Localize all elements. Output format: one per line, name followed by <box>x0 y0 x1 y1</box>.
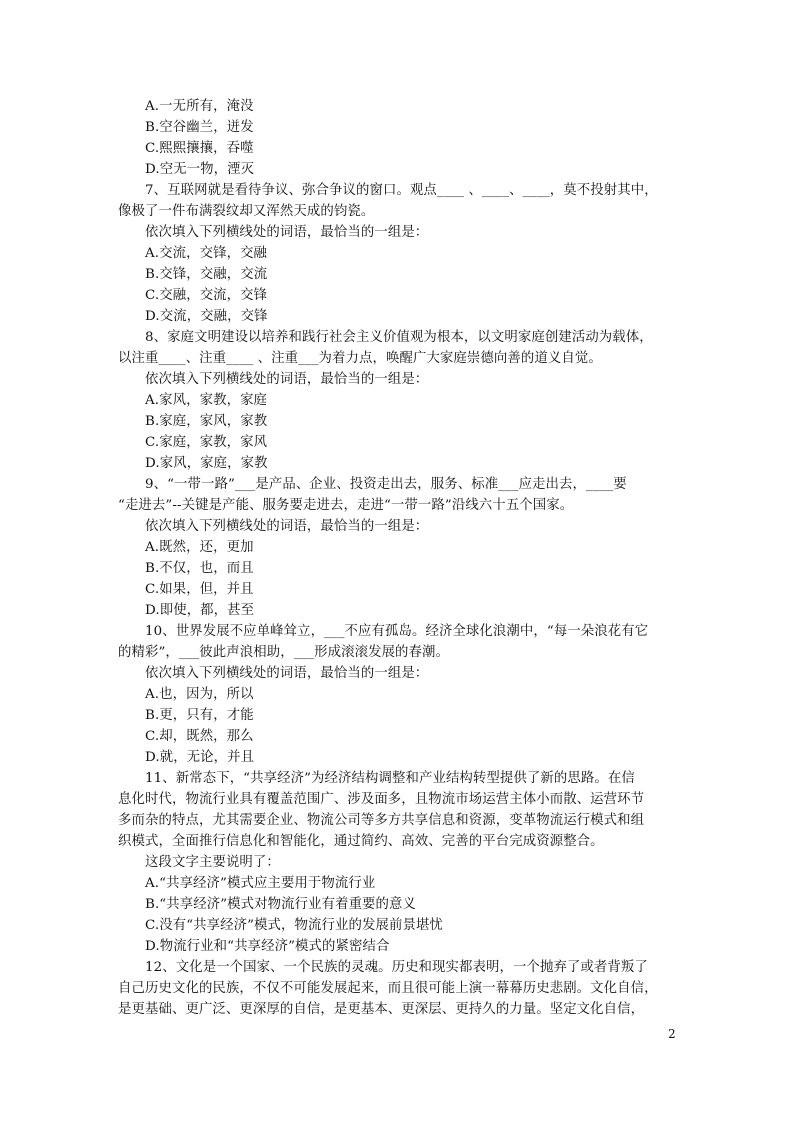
option-line: B.家庭，家风，家教 <box>145 414 268 429</box>
option-line: A.既然，还，更加 <box>145 540 254 555</box>
option-line: D.物流行业和“共享经济”模式的紧密结合 <box>145 939 390 954</box>
question-7-line-1: 7、互联网就是看待争议、弥合争议的窗口。观点____ 、____、____，莫不投射其中， <box>145 183 658 198</box>
question-11-line-4: 织模式，全面推行信息化和智能化，通过简约、高效、完善的平台完成资源整合。 <box>118 834 604 849</box>
question-12-line-2: 自己历史文化的民族，不仅不可能发展起来，而且很可能上演一幕幕历史悲剧。文化自信， <box>118 981 658 996</box>
option-line: C.熙熙攘攘，吞噬 <box>145 141 254 156</box>
option-line: A.也，因为，所以 <box>145 687 254 702</box>
option-line: C.交融，交流，交锋 <box>145 288 268 303</box>
option-line: B.更，只有，才能 <box>145 708 254 723</box>
option-line: B.不仅，也，而且 <box>145 561 254 576</box>
option-line: C.没有“共享经济”模式，物流行业的发展前景堪忧 <box>145 918 443 933</box>
page-number: 2 <box>668 1027 676 1041</box>
instruction-line: 依次填入下列横线处的词语，最恰当的一组是： <box>145 666 429 681</box>
option-line: C.家庭，家教，家风 <box>145 435 268 450</box>
question-10-line-2: 的精彩”，___彼此声浪相助，___形成滚滚发展的春潮。 <box>118 645 450 660</box>
option-line: D.即使，都，甚至 <box>145 603 255 618</box>
option-line: A.一无所有，淹没 <box>145 99 254 114</box>
question-10-line-1: 10、世界发展不应单峰耸立，___不应有孤岛。经济全球化浪潮中，“每一朵浪花有它 <box>145 624 649 639</box>
question-11-line-1: 11、新常态下，“共享经济”为经济结构调整和产业结构转型提供了新的思路。在信 <box>145 771 635 786</box>
option-line: B.“共享经济”模式对物流行业有着重要的意义 <box>145 897 417 912</box>
option-line: B.空谷幽兰，迸发 <box>145 120 254 135</box>
question-12-line-1: 12、文化是一个国家、一个民族的灵魂。历史和现实都表明，一个抛弃了或者背叛了 <box>145 960 648 975</box>
question-12-line-3: 是更基础、更广泛、更深厚的自信，是更基本、更深层、更持久的力量。坚定文化自信， <box>118 1002 645 1017</box>
question-11-line-3: 多而杂的特点，尤其需要企业、物流公司等多方共享信息和资源，变革物流运行模式和组 <box>118 813 645 828</box>
question-8-line-2: 以注重____、注重____ 、注重___为着力点，唤醒广大家庭崇德向善的道义自觉。 <box>118 351 602 366</box>
option-line: C.却，既然，那么 <box>145 729 254 744</box>
instruction-line: 依次填入下列横线处的词语，最恰当的一组是： <box>145 519 429 534</box>
option-line: A.家风，家教，家庭 <box>145 393 268 408</box>
question-11-line-2: 息化时代，物流行业具有覆盖范围广、涉及面多，且物流市场运营主体小而散、运营环节 <box>118 792 645 807</box>
option-line: D.就，无论，并且 <box>145 750 255 765</box>
question-7-line-2: 像极了一件布满裂纹却又浑然天成的钧瓷。 <box>118 204 375 219</box>
instruction-line: 这段文字主要说明了： <box>145 855 280 870</box>
page-body <box>118 96 680 1020</box>
option-line: C.如果，但，并且 <box>145 582 254 597</box>
instruction-line: 依次填入下列横线处的词语，最恰当的一组是： <box>145 225 429 240</box>
option-line: B.交锋，交融，交流 <box>145 267 268 282</box>
question-8-line-1: 8、家庭文明建设以培养和践行社会主义价值观为根本，以文明家庭创建活动为载体， <box>145 330 653 345</box>
option-line: A.交流，交锋，交融 <box>145 246 268 261</box>
option-line: D.家风，家庭，家教 <box>145 456 268 471</box>
option-line: D.空无一物，湮灭 <box>145 162 255 177</box>
question-9-line-1: 9、“一带一路”___是产品、企业、投资走出去，服务、标准___应走出去，____要 <box>145 477 627 492</box>
question-9-line-2: “走进去”--关键是产能、服务要走进去，走进“一带一路”沿线六十五个国家。 <box>118 498 574 513</box>
option-line: D.交流，交融，交锋 <box>145 309 268 324</box>
instruction-line: 依次填入下列横线处的词语，最恰当的一组是： <box>145 372 429 387</box>
option-line: A.“共享经济”模式应主要用于物流行业 <box>145 876 376 891</box>
